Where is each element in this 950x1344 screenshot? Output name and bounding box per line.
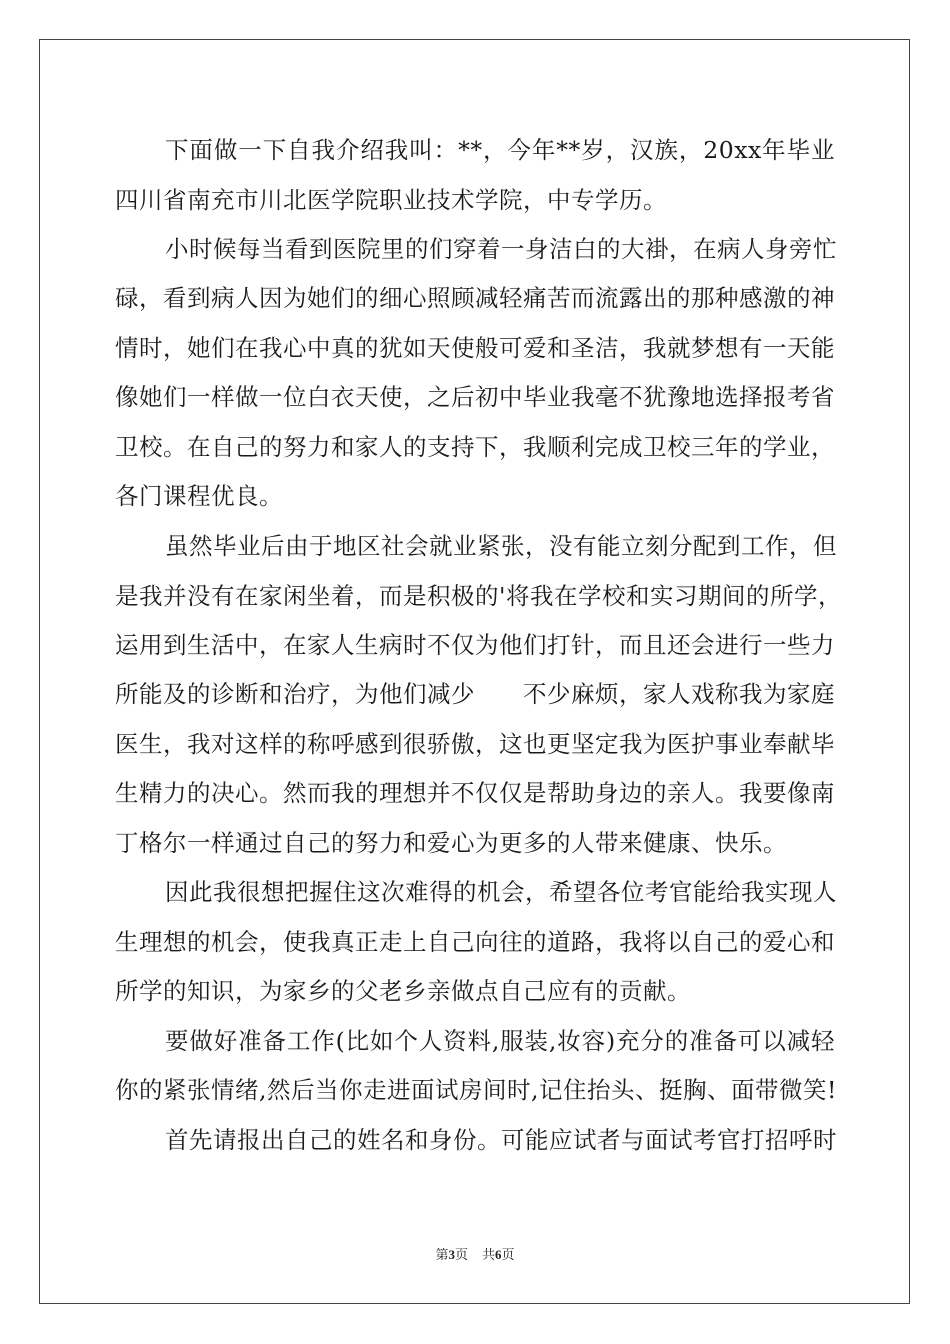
page-footer [0, 1246, 950, 1265]
total-suffix: 页 [501, 1248, 515, 1263]
paragraph-3-line-4: 所能及的诊断和治疗，为他们减少 不少麻烦，家人戏称我为家庭 [115, 680, 835, 708]
total-prefix: 共 [482, 1248, 496, 1263]
paragraph-1-line-2: 四川省南充市川北医学院职业技术学院，中专学历。 [115, 186, 667, 214]
paragraph-6-line-1: 首先请报出自己的姓名和身份。可能应试者与面试考官打招呼时 [165, 1126, 837, 1154]
paragraph-2-line-5: 卫校。在自己的努力和家人的支持下，我顺利完成卫校三年的学业， [115, 433, 835, 461]
paragraph-3-line-7: 丁格尔一样通过自己的努力和爱心为更多的人带来健康、快乐。 [115, 829, 787, 857]
paragraph-5-line-1: 要做好准备工作(比如个人资料,服装,妆容)充分的准备可以减轻 [165, 1027, 835, 1055]
paragraph-4-line-2: 生理想的机会，使我真正走上自己向往的道路，我将以自己的爱心和 [115, 928, 835, 956]
paragraph-2-line-6: 各门课程优良。 [115, 482, 283, 510]
total-pages: 6 [495, 1247, 502, 1262]
paragraph-2-line-2: 碌，看到病人因为她们的细心照顾减轻痛苦而流露出的那种感激的神 [115, 284, 835, 312]
paragraph-4-line-3: 所学的知识，为家乡的父老乡亲做点自己应有的贡献。 [115, 977, 691, 1005]
paragraph-3-line-6: 生精力的决心。然而我的理想并不仅仅是帮助身边的亲人。我要像南 [115, 779, 835, 807]
paragraph-2-line-4: 像她们一样做一位白衣天使，之后初中毕业我毫不犹豫地选择报考省 [115, 383, 835, 411]
paragraph-3-line-2: 是我并没有在家闲坐着，而是积极的'将我在学校和实习期间的所学， [115, 582, 842, 610]
paragraph-4-line-1: 因此我很想把握住这次难得的机会，希望各位考官能给我实现人 [165, 878, 837, 906]
paragraph-3-line-1: 虽然毕业后由于地区社会就业紧张，没有能立刻分配到工作，但 [165, 532, 837, 560]
paragraph-2-line-1: 小时候每当看到医院里的们穿着一身洁白的大褂，在病人身旁忙 [165, 235, 837, 263]
page-prefix: 第 [435, 1248, 449, 1263]
paragraph-2-line-3: 情时，她们在我心中真的犹如天使般可爱和圣洁，我就梦想有一天能 [115, 334, 835, 362]
page-suffix: 页 [454, 1248, 468, 1263]
paragraph-1-line-1: 下面做一下自我介绍我叫：**，今年**岁，汉族，20xx年毕业 [165, 136, 835, 164]
page-number: 3 [448, 1247, 455, 1262]
paragraph-5-line-2: 你的紧张情绪,然后当你走进面试房间时,记住抬头、挺胸、面带微笑! [115, 1076, 837, 1104]
paragraph-3-line-3: 运用到生活中，在家人生病时不仅为他们打针，而且还会进行一些力 [115, 631, 835, 659]
paragraph-3-line-5: 医生，我对这样的称呼感到很骄傲，这也更坚定我为医护事业奉献毕 [115, 730, 835, 758]
